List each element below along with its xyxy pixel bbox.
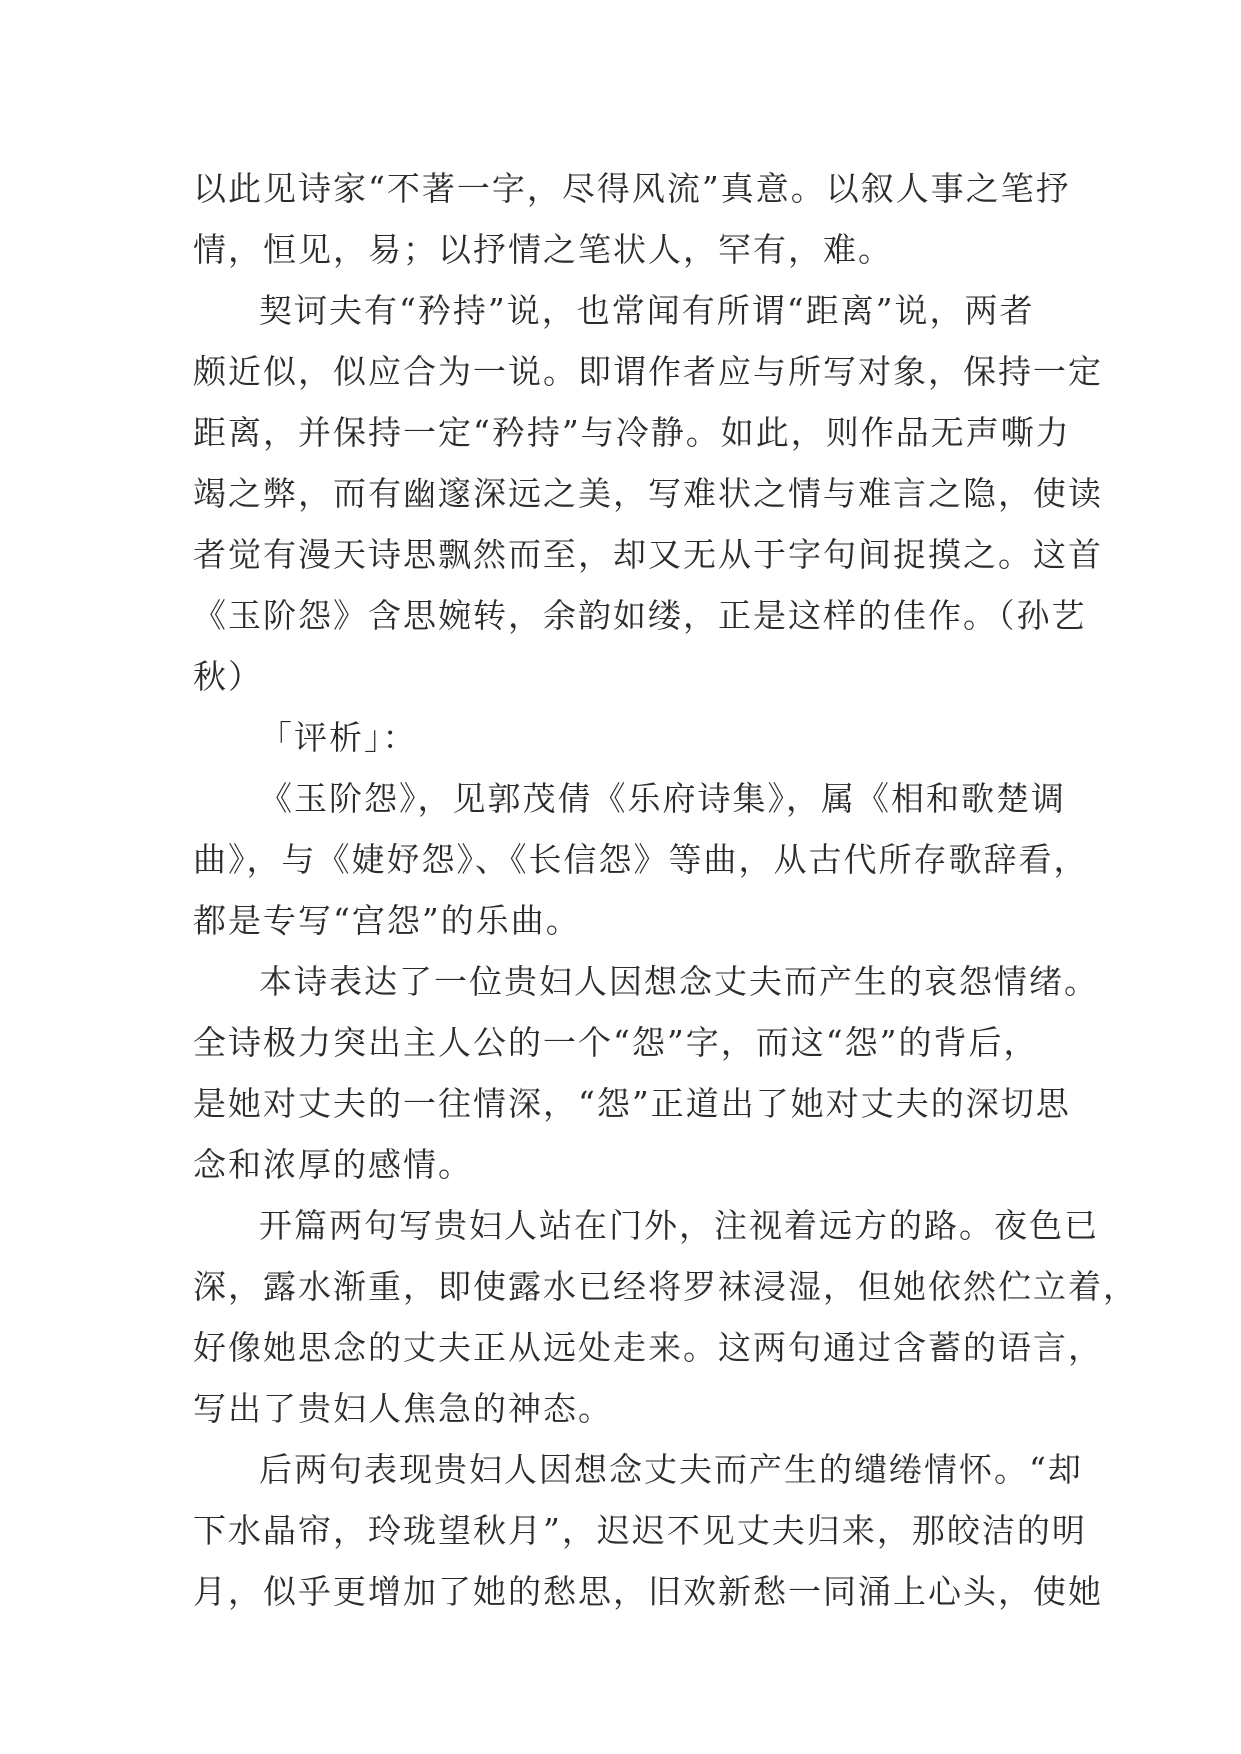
text-line: 月，似乎更增加了她的愁思，旧欢新愁一同涌上心头，使她 [193, 1572, 1103, 1611]
text-line: 深，露水渐重，即使露水已经将罗袜浸湿，但她依然伫立着， [193, 1267, 1138, 1306]
text-line: 《玉阶怨》含思婉转，余韵如缕，正是这样的佳作。（孙艺 [193, 596, 1087, 635]
text-line: 秋） [193, 657, 263, 696]
text-line: 曲》，与《婕妤怨》、《长信怨》等曲，从古代所存歌辞看， [193, 840, 1089, 879]
text-line: 《玉阶怨》，见郭茂倩《乐府诗集》，属《相和歌楚调 [259, 779, 1066, 818]
text-line: 都是专写“宫怨”的乐曲。 [193, 901, 581, 940]
text-line: 契诃夫有“矜持”说，也常闻有所谓“距离”说，两者 [259, 291, 1035, 330]
text-line: 以此见诗家“不著一字，尽得风流”真意。以叙人事之笔抒 [193, 169, 1071, 208]
text-line: 者觉有漫天诗思飘然而至，却又无从于字句间捉摸之。这首 [193, 535, 1103, 574]
text-line: 开篇两句写贵妇人站在门外，注视着远方的路。夜色已 [259, 1206, 1099, 1245]
text-line: 竭之弊，而有幽邃深远之美，写难状之情与难言之隐，使读 [193, 474, 1103, 513]
section-heading: 「评析」： [259, 718, 418, 757]
text-line: 好像她思念的丈夫正从远处走来。这两句通过含蓄的语言， [193, 1328, 1103, 1367]
text-line: 全诗极力突出主人公的一个“怨”字，而这“怨”的背后， [193, 1023, 1039, 1062]
document-body [193, 158, 1138, 1622]
text-line: 是她对丈夫的一往情深，“怨”正道出了她对丈夫的深切思 [193, 1084, 1071, 1123]
text-line: 念和浓厚的感情。 [193, 1145, 473, 1184]
text-line: 下水晶帘，玲珑望秋月”，迟迟不见丈夫归来，那皎洁的明 [193, 1511, 1087, 1550]
text-line: 距离，并保持一定“矜持”与冷静。如此，则作品无声嘶力 [193, 413, 1071, 452]
text-line: 后两句表现贵妇人因想念丈夫而产生的缱绻情怀。“却 [259, 1450, 1083, 1489]
text-line: 本诗表达了一位贵妇人因想念丈夫而产生的哀怨情绪。 [259, 962, 1099, 1001]
text-line: 情，恒见，易；以抒情之笔状人，罕有，难。 [193, 230, 893, 269]
text-line: 写出了贵妇人焦急的神态。 [193, 1389, 613, 1428]
text-line: 颇近似，似应合为一说。即谓作者应与所写对象，保持一定 [193, 352, 1103, 391]
